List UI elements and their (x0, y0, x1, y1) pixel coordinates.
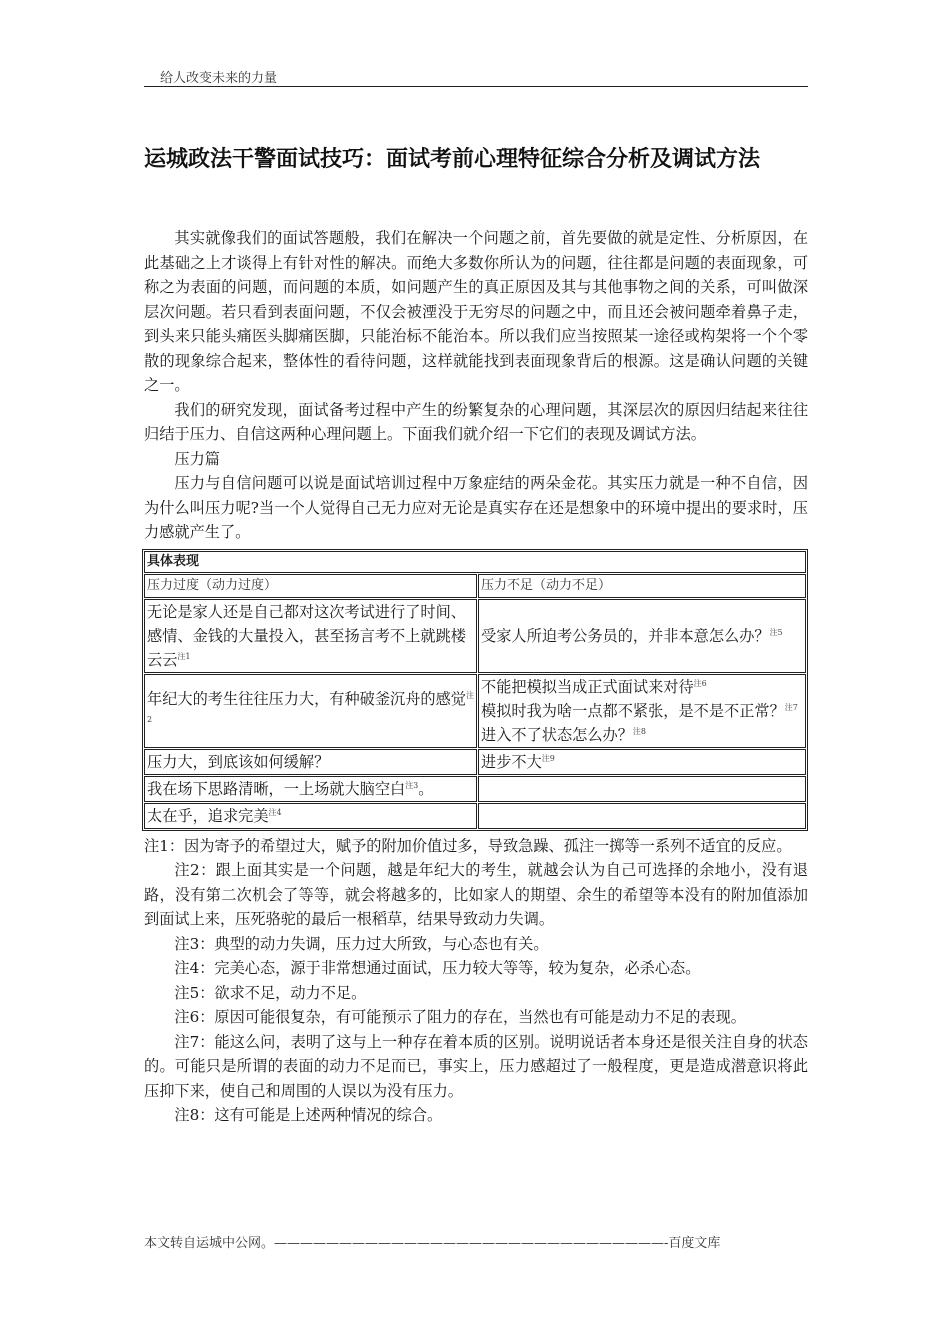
article-title: 运城政法干警面试技巧：面试考前心理特征综合分析及调试方法 (144, 147, 761, 172)
note-3: 注3：典型的动力失调，压力过大所致，与心态也有关。 (174, 934, 549, 953)
table-row (144, 749, 806, 775)
article-body (144, 226, 808, 1128)
table-cell (478, 776, 806, 802)
header-tagline: 给人改变未来的力量 (160, 71, 278, 86)
table-row (144, 803, 806, 829)
section-heading-pressure: 压力篇 (174, 449, 220, 468)
table-cell: 无论是家人还是自己都对这次考试进行了时间、感情、金钱的大量投入，甚至扬言考不上就跳楼云云$^{注1}$ (144, 599, 477, 673)
note-7: 注7：能这么问，表明了这与上一种存在着本质的区别。说明说话者本身还是很关注自身的状态的。可能只是所谓的表面的动力不足而已，事实上，压力感超过了一般程度，更是造成潜意识将此压抑下来，使自己和周围的人误以为没有压力。 (144, 1032, 808, 1100)
table-caption-row (144, 551, 806, 573)
note-5: 注5：欲求不足，动力不足。 (174, 983, 367, 1002)
paragraph-intro: 其实就像我们的面试答题般，我们在解决一个问题之前，首先要做的就是定性、分析原因，在此基础之上才谈得上有针对性的解决。而绝大多数你所认为的问题，往往都是问题的表面现象，可称之为表面的问题，而问题的本质，如问题产生的真正原因及其与其他事物之间的关系，可叫做深层次问题。若只看到表面问题，不仅会被湮没于无穷尽的问题之中，而且还会被问题牵着鼻子走，到头来只能头痛医头脚痛医脚，只能治标不能治本。所以我们应当按照某一途径或构架将一个个零散的现象综合起来，整体性的看待问题，这样就能找到表面现象背后的根源。这是确认问题的关键之一。 (144, 229, 808, 394)
table-row (144, 674, 806, 748)
table-cell: 不能把模拟当成正式面试来对待$^{注6}$ 模拟时我为啥一点都不紧张，是不是不正常？$^{注7}$ 进入不了状态怎么办？$^{注8}$ (478, 674, 806, 748)
table-cell: 我在场下思路清晰，一上场就大脑空白$^{注3}$。 (144, 776, 477, 802)
col-header-under: 压力不足（动力不足） (478, 574, 806, 598)
note-1: 注1：因为寄予的希望过大，赋予的附加价值过多，导致急躁、孤注一掷等一系列不适宜的反应。 (144, 836, 792, 855)
table-cell (478, 803, 806, 829)
paragraph-research: 我们的研究发现，面试备考过程中产生的纷繁复杂的心理问题，其深层次的原因归结起来往往归结于压力、自信这两种心理问题上。下面我们就介绍一下它们的表现及调试方法。 (144, 400, 808, 443)
table-cell: 年纪大的考生往往压力大，有种破釜沉舟的感觉$^{注2}$ (144, 674, 477, 748)
table-header-row (144, 574, 806, 598)
table-row (144, 776, 806, 802)
table-cell: 进步不大$^{注9}$ (478, 749, 806, 775)
note-6: 注6：原因可能很复杂，有可能预示了阻力的存在，当然也有可能是动力不足的表现。 (174, 1008, 746, 1026)
symptoms-table (142, 549, 808, 831)
table-row (144, 599, 806, 673)
page-footer: 本文转自运城中公网。——————————————————————————————-百度文库 (144, 1236, 721, 1251)
paragraph-pressure: 压力与自信问题可以说是面试培训过程中万象症结的两朵金花。其实压力就是一种不自信，因为什么叫压力呢?当一个人觉得自己无力应对无论是真实存在还是想象中的环境中提出的要求时，压力感就产生了。 (144, 474, 808, 541)
table-cell: 太在乎，追求完美$^{注4}$ (144, 803, 477, 829)
note-8: 注8：这有可能是上述两种情况的综合。 (174, 1106, 443, 1124)
table-cell: 压力大，到底该如何缓解？ (144, 749, 477, 775)
page-header (144, 66, 808, 87)
table-caption: 具体表现 (144, 551, 806, 573)
col-header-over: 压力过度（动力过度） (144, 574, 477, 598)
table-cell: 受家人所迫考公务员的，并非本意怎么办？$^{注5}$ (478, 599, 806, 673)
note-4: 注4：完美心态，源于非常想通过面试，压力较大等等，较为复杂，必杀心态。 (174, 959, 701, 977)
note-2: 注2：跟上面其实是一个问题，越是年纪大的考生，就越会认为自己可选择的余地小，没有退路，没有第二次机会了等等，就会将越多的，比如家人的期望、余生的希望等本没有的附加值添加到面试上来，压死骆驼的最后一根稻草，结果导致动力失调。 (144, 861, 808, 928)
